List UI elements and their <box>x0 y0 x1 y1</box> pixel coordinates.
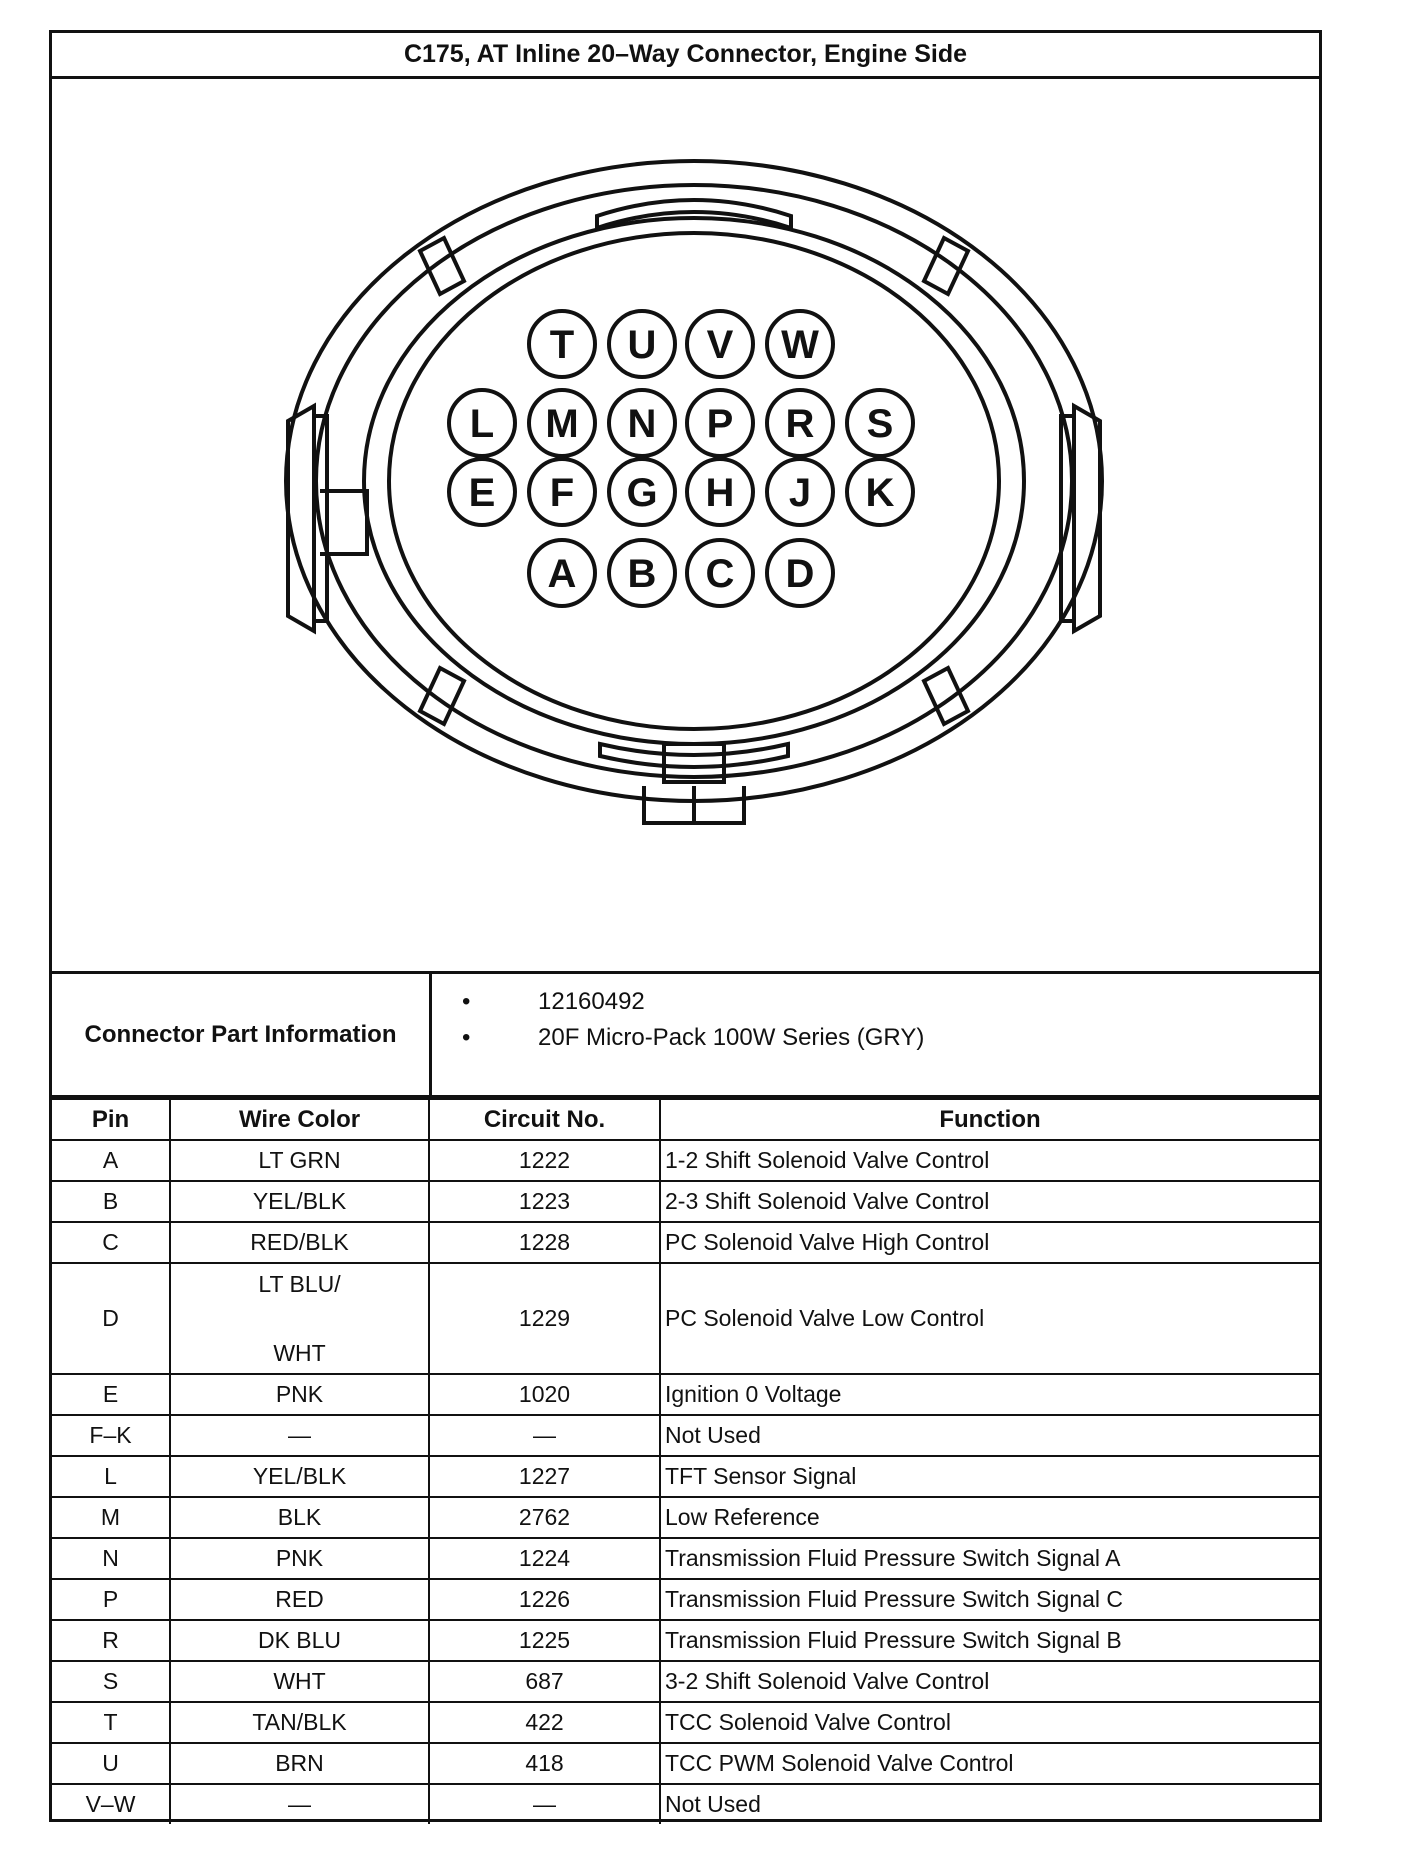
pin-a <box>529 540 595 606</box>
pin-cell: E <box>52 1374 170 1415</box>
circuit-cell: 1222 <box>429 1140 660 1181</box>
header-wire-color: Wire Color <box>170 1099 429 1140</box>
part-info-list <box>462 984 924 1056</box>
pin-cell: T <box>52 1702 170 1743</box>
table-row <box>52 1140 1319 1181</box>
wire-color-cell: YEL/BLK <box>170 1456 429 1497</box>
bottom-rib <box>600 744 788 767</box>
top-left-tab <box>420 238 464 294</box>
function-cell: Ignition 0 Voltage <box>660 1374 1319 1415</box>
table-row <box>52 1222 1319 1263</box>
pin-label: N <box>627 402 657 446</box>
pin-w <box>767 311 833 377</box>
table-row <box>52 1702 1319 1743</box>
function-cell: PC Solenoid Valve High Control <box>660 1222 1319 1263</box>
wire-color-cell <box>170 1263 429 1374</box>
pin-label: A <box>547 552 577 596</box>
pin-e <box>449 459 515 525</box>
circuit-cell: 418 <box>429 1743 660 1784</box>
pin-v <box>687 311 753 377</box>
part-number: • 12160492 <box>462 984 924 1020</box>
wire-color-line-1: LT BLU/ <box>258 1270 341 1297</box>
pin-cell: B <box>52 1181 170 1222</box>
pin-l <box>449 390 515 456</box>
pin-cell: R <box>52 1620 170 1661</box>
function-cell: TCC Solenoid Valve Control <box>660 1702 1319 1743</box>
pin-n <box>609 390 675 456</box>
pin-t <box>529 311 595 377</box>
circuit-cell: 1229 <box>429 1263 660 1374</box>
function-cell: Not Used <box>660 1784 1319 1824</box>
pin-r <box>767 390 833 456</box>
pin-cell: C <box>52 1222 170 1263</box>
wire-color-cell: RED <box>170 1579 429 1620</box>
pin-label: W <box>781 323 819 367</box>
circuit-cell: 422 <box>429 1702 660 1743</box>
function-cell: Not Used <box>660 1415 1319 1456</box>
pin-k <box>847 459 913 525</box>
pin-u <box>609 311 675 377</box>
pin-label: H <box>705 471 735 515</box>
pin-table <box>52 1098 1319 1824</box>
function-cell: 2-3 Shift Solenoid Valve Control <box>660 1181 1319 1222</box>
pin-label: M <box>545 402 579 446</box>
left-latch <box>288 406 314 631</box>
circuit-cell: — <box>429 1784 660 1824</box>
table-row <box>52 1456 1319 1497</box>
circuit-cell: 687 <box>429 1661 660 1702</box>
pin-cell: U <box>52 1743 170 1784</box>
header-circuit-no: Circuit No. <box>429 1099 660 1140</box>
pin-cell: A <box>52 1140 170 1181</box>
function-cell: Transmission Fluid Pressure Switch Signal A <box>660 1538 1319 1579</box>
pin-label: C <box>705 552 735 596</box>
pin-label: S <box>866 402 894 446</box>
function-cell: TCC PWM Solenoid Valve Control <box>660 1743 1319 1784</box>
pin-label: B <box>627 552 657 596</box>
table-row <box>52 1181 1319 1222</box>
function-cell: TFT Sensor Signal <box>660 1456 1319 1497</box>
table-row <box>52 1538 1319 1579</box>
circuit-cell: 1224 <box>429 1538 660 1579</box>
header-function: Function <box>660 1099 1319 1140</box>
pin-j <box>767 459 833 525</box>
page-title: C175, AT Inline 20–Way Connector, Engine Side <box>52 33 1319 79</box>
table-row <box>52 1620 1319 1661</box>
connector-face-drawing <box>52 76 1319 971</box>
pin-cell: P <box>52 1579 170 1620</box>
wire-color-cell: RED/BLK <box>170 1222 429 1263</box>
table-row <box>52 1497 1319 1538</box>
wire-color-cell: DK BLU <box>170 1620 429 1661</box>
function-cell: Transmission Fluid Pressure Switch Signal C <box>660 1579 1319 1620</box>
wire-color-cell: BRN <box>170 1743 429 1784</box>
circuit-cell: 1223 <box>429 1181 660 1222</box>
header-pin: Pin <box>52 1099 170 1140</box>
wire-color-cell: BLK <box>170 1497 429 1538</box>
pin-b <box>609 540 675 606</box>
pin-label: V <box>706 323 734 367</box>
part-series: • 20F Micro-Pack 100W Series (GRY) <box>462 1020 924 1056</box>
pin-label: J <box>788 471 812 515</box>
part-info-label: Connector Part Information <box>52 974 432 1095</box>
function-cell: 3-2 Shift Solenoid Valve Control <box>660 1661 1319 1702</box>
table-header-row <box>52 1099 1319 1140</box>
pin-label: G <box>626 471 658 515</box>
wire-color-cell: — <box>170 1784 429 1824</box>
pin-cell: D <box>52 1263 170 1374</box>
function-cell: Low Reference <box>660 1497 1319 1538</box>
pin-label: D <box>785 552 815 596</box>
pin-cell: N <box>52 1538 170 1579</box>
pin-label: T <box>549 323 575 367</box>
pin-f <box>529 459 595 525</box>
pin-c <box>687 540 753 606</box>
circuit-cell: 1228 <box>429 1222 660 1263</box>
table-row <box>52 1743 1319 1784</box>
circuit-cell: 2762 <box>429 1497 660 1538</box>
function-cell: Transmission Fluid Pressure Switch Signal B <box>660 1620 1319 1661</box>
top-right-tab <box>924 238 968 294</box>
circuit-cell: — <box>429 1415 660 1456</box>
pin-cell: V–W <box>52 1784 170 1824</box>
table-row <box>52 1784 1319 1824</box>
connector-sheet <box>49 30 1322 1822</box>
pin-g <box>609 459 675 525</box>
wire-color-cell: PNK <box>170 1374 429 1415</box>
connector-diagram <box>52 76 1319 974</box>
circuit-cell: 1020 <box>429 1374 660 1415</box>
wire-color-line-2: WHT <box>273 1339 326 1366</box>
wire-color-cell: WHT <box>170 1661 429 1702</box>
pin-label: F <box>549 471 575 515</box>
pin-cell: M <box>52 1497 170 1538</box>
table-row <box>52 1374 1319 1415</box>
pin-label: R <box>785 402 815 446</box>
pin-p <box>687 390 753 456</box>
circuit-cell: 1225 <box>429 1620 660 1661</box>
wire-color-cell: TAN/BLK <box>170 1702 429 1743</box>
connector-part-info <box>52 974 1319 1098</box>
circuit-cell: 1227 <box>429 1456 660 1497</box>
function-cell: PC Solenoid Valve Low Control <box>660 1263 1319 1374</box>
right-latch <box>1074 406 1100 631</box>
wire-color-cell: — <box>170 1415 429 1456</box>
pin-cell: S <box>52 1661 170 1702</box>
pin-label: E <box>468 471 496 515</box>
pin-s <box>847 390 913 456</box>
pin-h <box>687 459 753 525</box>
wire-color-cell: LT GRN <box>170 1140 429 1181</box>
circuit-cell: 1226 <box>429 1579 660 1620</box>
table-row <box>52 1579 1319 1620</box>
pin-label: P <box>706 402 734 446</box>
bottom-left-tab <box>420 668 464 724</box>
table-row <box>52 1415 1319 1456</box>
pin-d <box>767 540 833 606</box>
table-row <box>52 1263 1319 1374</box>
bottom-right-tab <box>924 668 968 724</box>
pin-cell: L <box>52 1456 170 1497</box>
pin-label: K <box>865 471 895 515</box>
function-cell: 1-2 Shift Solenoid Valve Control <box>660 1140 1319 1181</box>
pin-label: U <box>627 323 657 367</box>
table-row <box>52 1661 1319 1702</box>
wire-color-cell: PNK <box>170 1538 429 1579</box>
pin-label: L <box>469 402 495 446</box>
pin-m <box>529 390 595 456</box>
pin-cell: F–K <box>52 1415 170 1456</box>
wire-color-cell: YEL/BLK <box>170 1181 429 1222</box>
